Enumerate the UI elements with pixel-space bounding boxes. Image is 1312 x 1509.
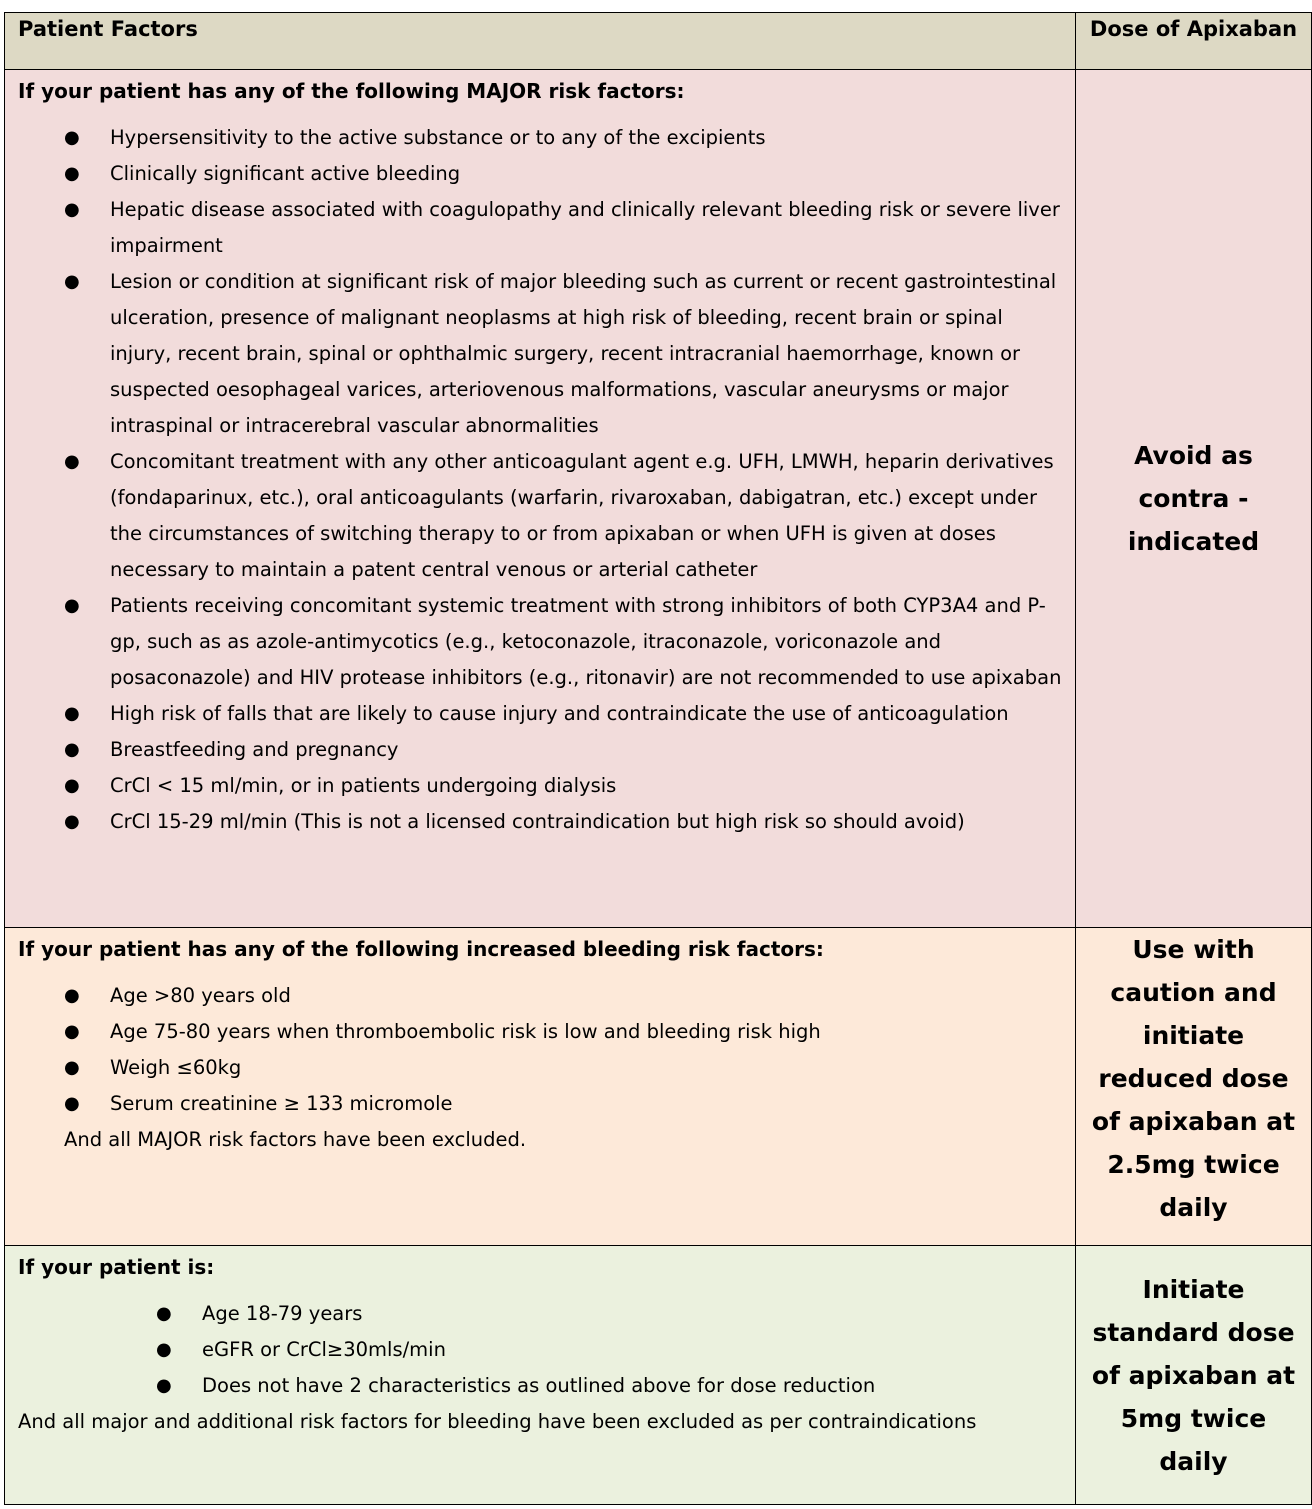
bullet-icon: ● [156, 1339, 172, 1360]
bullet-icon: ● [64, 739, 80, 760]
bullet-icon: ● [64, 775, 80, 796]
bullet-icon: ● [64, 127, 80, 148]
bullet-icon: ● [156, 1375, 172, 1396]
list-item: ● CrCl 15-29 ml/min (This is not a licensed contraindication but high risk so should avoid) [18, 804, 1065, 840]
bullet-icon: ● [64, 811, 80, 832]
list-item: ● Hepatic disease associated with coagulopathy and clinically relevant bleeding risk or severe liver impairment [18, 192, 1065, 264]
list-item: ● CrCl < 15 ml/min, or in patients undergoing dialysis [18, 768, 1065, 804]
list-item: ● eGFR or CrCl≥30mls/min [18, 1332, 1065, 1368]
list-item: ● Concomitant treatment with any other anticoagulant agent e.g. UFH, LMWH, heparin derivatives (fondaparinux, etc.), oral anticoagulants (warfarin, rivaroxaban, dabigatran, etc.) except under the circumstances of switching therapy to or from apixaban or when UFH is given at doses necessary to maintain a patent central venous or arterial catheter [18, 444, 1065, 588]
standard-footer: And all major and additional risk factors for bleeding have been excluded as per contraindications [18, 1410, 977, 1433]
bullet-icon: ● [156, 1303, 172, 1324]
bullet-icon: ● [64, 985, 80, 1006]
apixaban-dosing-table [4, 12, 1312, 1505]
standard-dose-row [5, 1246, 1311, 1504]
major-risk-row [5, 70, 1311, 928]
list-item: ● Age >80 years old [18, 978, 1065, 1014]
bullet-icon: ● [64, 1093, 80, 1114]
major-risk-list [18, 120, 1065, 840]
standard-dose-text: Initiate standard dose of apixaban at 5mg twice daily [1091, 1274, 1296, 1476]
list-item: ● Clinically significant active bleeding [18, 156, 1065, 192]
list-item: ● Age 18-79 years [18, 1296, 1065, 1332]
major-risk-factors-cell [5, 70, 1076, 927]
list-item: ● Serum creatinine ≥ 133 micromole [18, 1086, 1065, 1122]
major-dose-cell [1076, 70, 1311, 927]
standard-factors-cell [5, 1246, 1076, 1504]
caution-risk-intro: If your patient has any of the following increased bleeding risk factors: [18, 937, 824, 961]
list-item: ● Weigh ≤60kg [18, 1050, 1065, 1086]
bullet-icon: ● [64, 703, 80, 724]
list-item: ● Lesion or condition at significant risk of major bleeding such as current or recent gastrointestinal ulceration, presence of malignant neoplasms at high risk of bleeding, recent brain or spinal injury, recent brain, spinal or ophthalmic surgery, recent intracranial haemorrhage, known or suspected oesophageal varices, arteriovenous malformations, vascular aneurysms or major intraspinal or intracerebral vascular abnormalities [18, 264, 1065, 444]
caution-dose-text: Use with caution and initiate reduced dose of apixaban at 2.5mg twice daily [1091, 935, 1296, 1222]
list-item: ● Hypersensitivity to the active substance or to any of the excipients [18, 120, 1065, 156]
standard-list [18, 1296, 1065, 1404]
bullet-icon: ● [64, 271, 80, 292]
major-risk-intro: If your patient has any of the following MAJOR risk factors: [18, 79, 685, 103]
list-item: ● High risk of falls that are likely to cause injury and contraindicate the use of anticoagulation [18, 696, 1065, 732]
header-dose-of-apixaban: Dose of Apixaban [1089, 17, 1298, 41]
caution-risk-factors-cell [5, 928, 1076, 1245]
bullet-icon: ● [64, 163, 80, 184]
bullet-icon: ● [64, 595, 80, 616]
caution-risk-row [5, 928, 1311, 1246]
standard-dose-cell [1076, 1246, 1311, 1504]
bullet-icon: ● [64, 451, 80, 472]
header-patient-factors: Patient Factors [5, 13, 1076, 69]
bullet-icon: ● [64, 199, 80, 220]
list-item: ● Age 75-80 years when thromboembolic risk is low and bleeding risk high [18, 1014, 1065, 1050]
list-item: ● Patients receiving concomitant systemic treatment with strong inhibitors of both CYP3A4 and P-gp, such as as azole-antimycotics (e.g., ketoconazole, itraconazole, voriconazole and posaconazole) and HIV protease inhibitors (e.g., ritonavir) are not recommended to use apixaban [18, 588, 1065, 696]
bullet-icon: ● [64, 1021, 80, 1042]
caution-risk-list [18, 978, 1065, 1122]
table-header-row [5, 13, 1311, 70]
caution-risk-footer: And all MAJOR risk factors have been excluded. [64, 1128, 527, 1151]
caution-dose-cell [1076, 928, 1311, 1245]
list-item: ● Does not have 2 characteristics as outlined above for dose reduction [18, 1368, 1065, 1404]
standard-intro: If your patient is: [18, 1255, 215, 1279]
bullet-icon: ● [64, 1057, 80, 1078]
major-dose-text: Avoid as contra -indicated [1127, 441, 1260, 556]
list-item: ● Breastfeeding and pregnancy [18, 732, 1065, 768]
